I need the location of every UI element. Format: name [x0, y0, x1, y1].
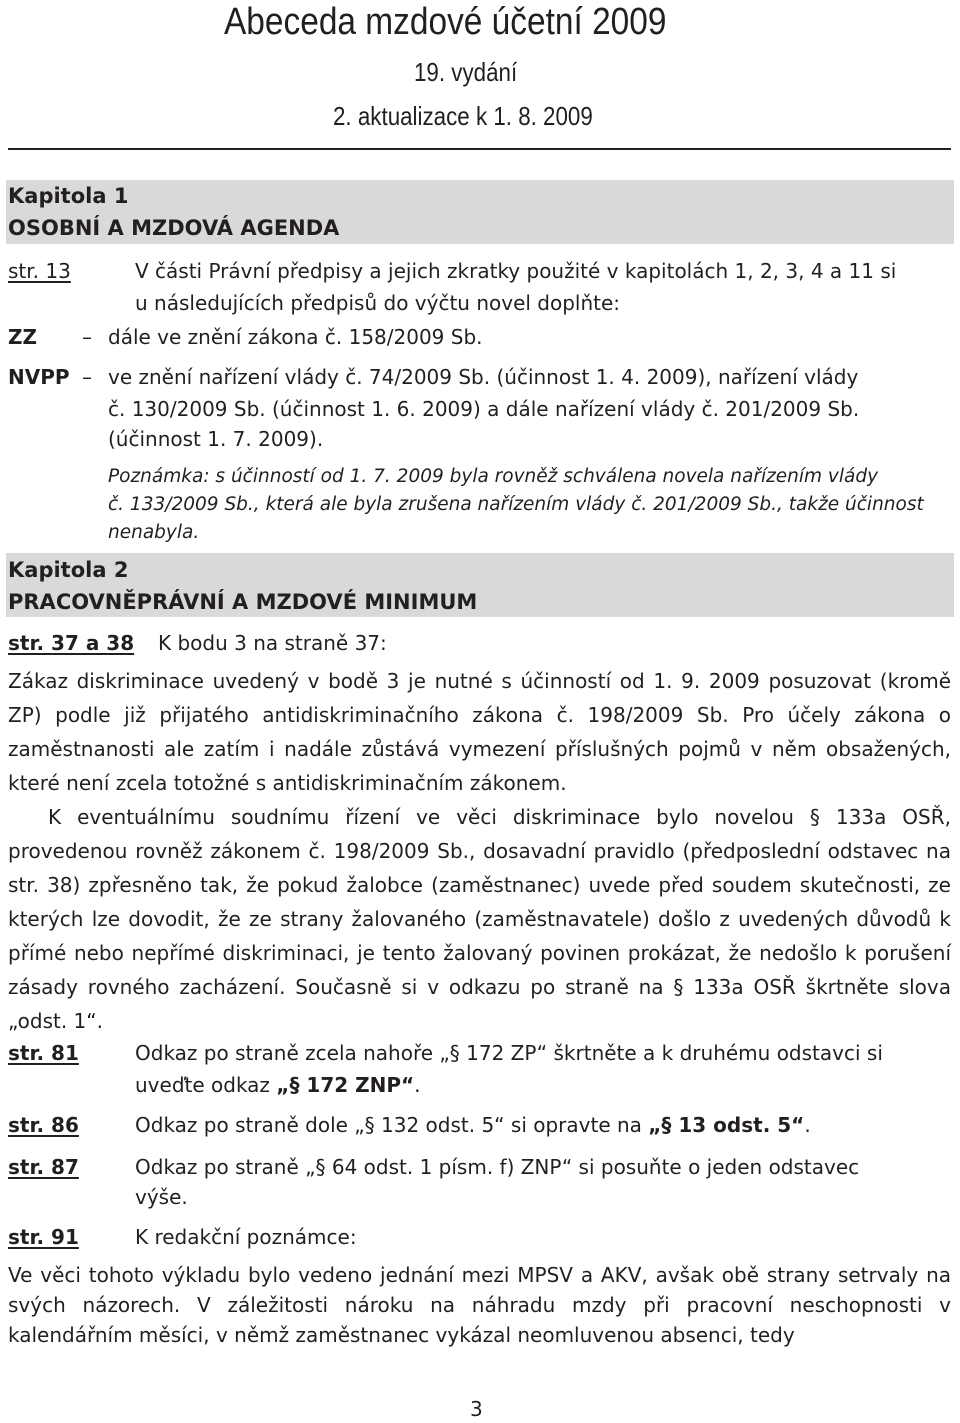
abbr-nvpp: NVPP	[8, 365, 70, 389]
chapter-1-title: OSOBNÍ A MZDOVÁ AGENDA	[8, 216, 340, 240]
page-ref-86: str. 86	[8, 1113, 79, 1137]
update-label: 2. aktualizace k 1. 8. 2009	[333, 101, 593, 131]
nvpp-line-1: ve znění nařízení vlády č. 74/2009 Sb. (účinnost 1. 4. 2009), nařízení vlády	[108, 365, 859, 389]
chapter-1-intro-line-2: u následujících předpisů do výčtu novel doplňte:	[135, 291, 621, 315]
item-86-text: Odkaz po straně dole „§ 132 odst. 5“ si opravte na	[135, 1113, 649, 1137]
chapter-2-title: PRACOVNĚPRÁVNÍ A MZDOVÉ MINIMUM	[8, 590, 478, 614]
item-87-line-1: Odkaz po straně „§ 64 odst. 1 písm. f) ZNP“ si posuňte o jeden odstavec	[135, 1155, 860, 1179]
dash-zz: –	[82, 325, 92, 349]
document-title: Abeceda mzdové účetní 2009	[224, 1, 667, 43]
edition-label: 19. vydání	[414, 57, 518, 87]
item-81-line-2	[135, 1070, 421, 1100]
note-line-2: č. 133/2009 Sb., která ale byla zrušena nařízením vlády č. 201/2009 Sb., takže účinnost	[108, 494, 924, 515]
note-line-1: Poznámka: s účinností od 1. 7. 2009 byla rovněž schválena novela nařízením vlády	[108, 466, 879, 487]
page-ref-87: str. 87	[8, 1155, 79, 1179]
item-86-end: .	[804, 1113, 811, 1137]
page-ref-37-38: str. 37 a 38	[8, 631, 135, 655]
item-81-end: .	[414, 1073, 421, 1097]
item-81-text: uveďte odkaz	[135, 1073, 277, 1097]
item-91-line-1: K redakční poznámce:	[135, 1225, 357, 1249]
note-line-3: nenabyla.	[108, 522, 200, 543]
nvpp-line-2: č. 130/2009 Sb. (účinnost 1. 6. 2009) a dále nařízení vlády č. 201/2009 Sb.	[108, 397, 860, 421]
chapter-2-number: Kapitola 2	[8, 558, 129, 582]
chapter-2-body	[8, 664, 951, 1038]
paragraph-court-proceedings: K eventuálnímu soudnímu řízení ve věci diskriminace bylo novelou § 133a OSŘ, provedenou rovněž zákonem č. 198/2009 Sb., dosavadní pravidlo (předposlední odstavec na str. 38) zpřesněno tak, že pokud žalobce (zaměstnanec) uvede před soudem skutečnosti, ze kterých lze dovodit, že ze strany žalovaného (zaměstnavatele) došlo z uvedených důvodů k přímé nebo nepřímé diskriminaci, je tento žalovaný povinen prokázat, že nedošlo k porušení zásady rovného zacházení. Současně si v odkazu po straně na § 133a OSŘ škrtněte slova „odst. 1“.	[8, 805, 951, 1033]
page-ref-13: str. 13	[8, 259, 71, 283]
item-86-ref-bold: „§ 13 odst. 5“	[648, 1113, 805, 1137]
page-number: 3	[470, 1397, 483, 1421]
page-ref-91: str. 91	[8, 1225, 79, 1249]
item-81-ref-bold: „§ 172 ZNP“	[276, 1073, 415, 1097]
nvpp-line-3: (účinnost 1. 7. 2009).	[108, 427, 324, 451]
chapter-1-intro-line-1: V části Právní předpisy a jejich zkratky použité v kapitolách 1, 2, 3, 4 a 11 si	[135, 259, 897, 283]
zz-text: dále ve znění zákona č. 158/2009 Sb.	[108, 325, 483, 349]
final-paragraph: Ve věci tohoto výkladu bylo vedeno jednání mezi MPSV a AKV, avšak obě strany setrvaly na svých názorech. V záležitosti nároku na náhradu mzdy při pracovní neschopnosti v kalendářním měsíci, v němž zaměstnanec vykázal neomluvenou absenci, tedy	[8, 1263, 951, 1347]
page-ref-81: str. 81	[8, 1041, 79, 1065]
item-81-line-1: Odkaz po straně zcela nahoře „§ 172 ZP“ škrtněte a k druhému odstavci si	[135, 1041, 883, 1065]
dash-nvpp: –	[82, 365, 92, 389]
item-87-line-2: výše.	[135, 1185, 188, 1209]
bod-3-heading: K bodu 3 na straně 37:	[158, 631, 387, 655]
chapter-1-number: Kapitola 1	[8, 184, 129, 208]
header-divider	[8, 148, 951, 150]
item-86-line-1	[135, 1110, 811, 1140]
paragraph-discrimination: Zákaz diskriminace uvedený v bodě 3 je nutné s účinností od 1. 9. 2009 posuzovat (kromě ZP) podle již přijatého antidiskriminačního zákona č. 198/2009 Sb. Pro účely zákona o zaměstnanosti ale zatím i nadále zůstává vymezení příslušných pojmů v něm obsažených, které není zcela totožné s antidiskriminačním zákonem.	[8, 669, 951, 795]
abbr-zz: ZZ	[8, 325, 38, 349]
